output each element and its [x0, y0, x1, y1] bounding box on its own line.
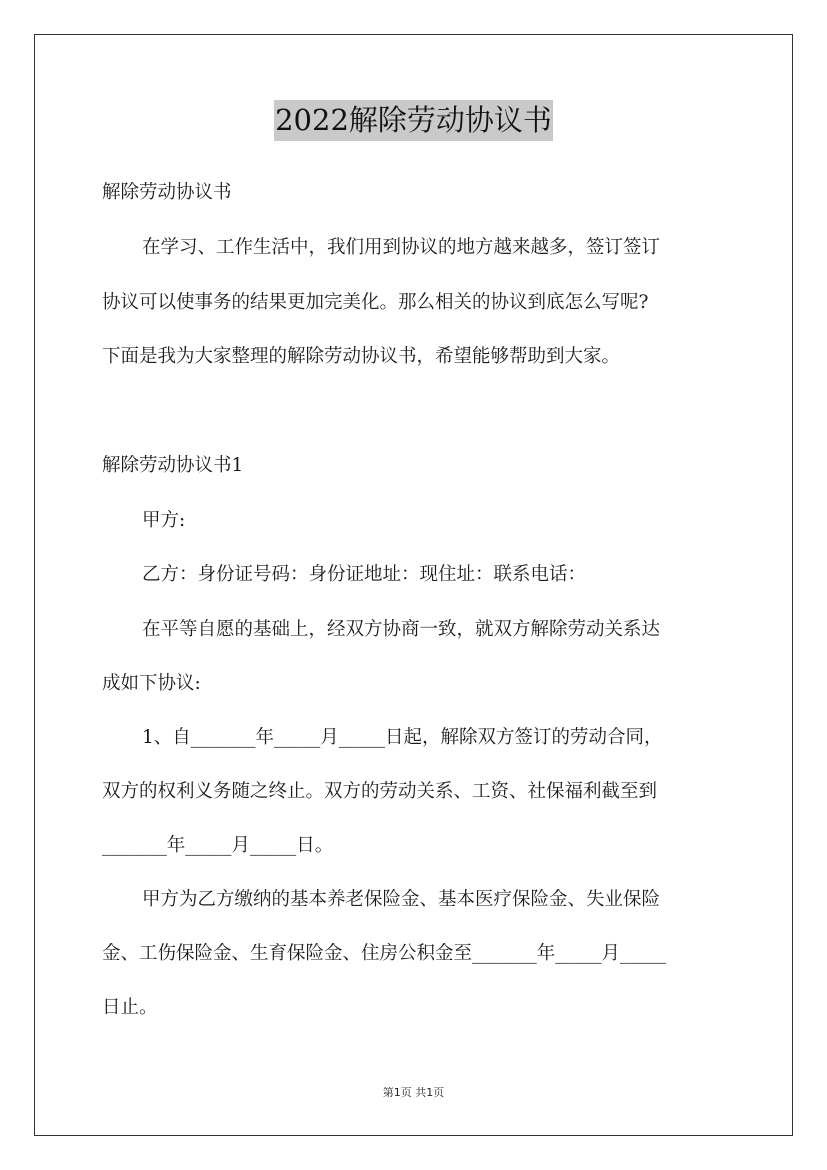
intro-paragraph-line: 协议可以使事务的结果更加完美化。那么相关的协议到底怎么写呢? — [102, 292, 649, 313]
insurance-paragraph-line: 日止。 — [102, 997, 158, 1018]
intro-paragraph-line: 下面是我为大家整理的解除劳动协议书，希望能够帮助到大家。 — [102, 346, 621, 367]
page-footer: 第1页 共1页 — [382, 1086, 445, 1099]
clause-1-line: 双方的权利义务随之终止。双方的劳动关系、工资、社保福利截至到 — [102, 781, 658, 802]
intro-paragraph-line: 在学习、工作生活中，我们用到协议的地方越来越多，签订签订 — [142, 237, 661, 258]
clause-paragraph-line: 在平等自愿的基础上，经双方协商一致，就双方解除劳动关系达 — [142, 619, 661, 640]
clause-1-line: 1、自_______年_____月_____日起，解除双方签订的劳动合同， — [142, 727, 663, 748]
party-a-line: 甲方: — [142, 510, 186, 531]
party-b-line: 乙方：身份证号码：身份证地址：现住址：联系电话： — [142, 564, 587, 585]
agreement-heading: 解除劳动协议书1 — [102, 455, 244, 476]
title-container — [0, 100, 827, 141]
document-title: 2022解除劳动协议书 — [274, 100, 553, 141]
insurance-paragraph-line: 金、工伤保险金、生育保险金、住房公积金至_______年_____月_____ — [102, 943, 667, 964]
clause-paragraph-line: 成如下协议: — [102, 673, 201, 694]
clause-1-line: _______年_____月_____日。 — [102, 835, 334, 856]
section-heading: 解除劳动协议书 — [102, 182, 232, 203]
insurance-paragraph-line: 甲方为乙方缴纳的基本养老保险金、基本医疗保险金、失业保险 — [142, 889, 661, 910]
